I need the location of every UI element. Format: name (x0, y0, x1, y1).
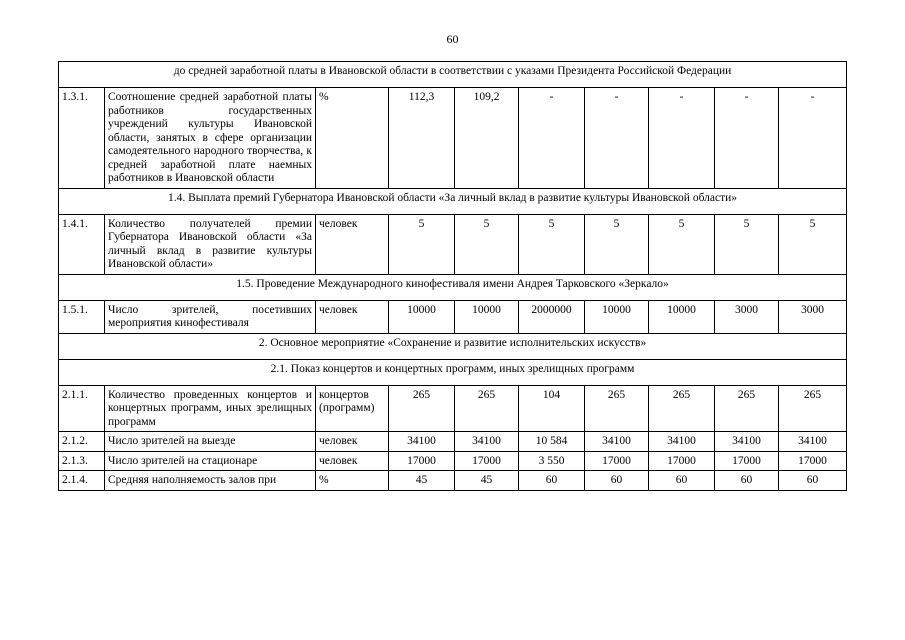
indicator-value: 265 (585, 385, 649, 432)
indicator-number: 2.1.2. (59, 432, 105, 452)
indicator-value: 5 (455, 214, 519, 274)
indicator-number: 1.4.1. (59, 214, 105, 274)
section-title: 2. Основное мероприятие «Сохранение и развитие исполнительских искусств» (59, 333, 847, 359)
indicator-row (59, 451, 847, 471)
section-header-row (59, 274, 847, 300)
indicator-value: 5 (649, 214, 715, 274)
indicator-value: 10000 (649, 300, 715, 333)
indicator-value: 265 (715, 385, 779, 432)
indicator-row (59, 88, 847, 189)
indicator-value: 60 (585, 471, 649, 491)
indicator-description: Соотношение средней заработной платы работников государственных учреждений культуры Ивановской области, занятых в сфере организации самодеятельного народного творчества, к средней заработной плате наемных работников в Ивановской области (105, 88, 316, 189)
indicator-value: - (779, 88, 847, 189)
indicator-value: 60 (649, 471, 715, 491)
indicator-value: 265 (455, 385, 519, 432)
indicator-value: 112,3 (389, 88, 455, 189)
indicator-unit: человек (316, 214, 389, 274)
section-title: до средней заработной платы в Ивановской области в соответствии с указами Президента Российской Федерации (59, 62, 847, 88)
section-header-row (59, 188, 847, 214)
section-title: 2.1. Показ концертов и концертных программ, иных зрелищных программ (59, 359, 847, 385)
indicator-value: - (519, 88, 585, 189)
indicator-description: Количество получателей премии Губернатора Ивановской области «За личный вклад в развитие культуры Ивановской области» (105, 214, 316, 274)
indicator-value: 10 584 (519, 432, 585, 452)
indicator-value: 5 (779, 214, 847, 274)
indicator-value: 34100 (649, 432, 715, 452)
indicator-description: Число зрителей, посетивших мероприятия кинофестиваля (105, 300, 316, 333)
indicator-row (59, 214, 847, 274)
indicator-unit: % (316, 88, 389, 189)
indicator-value: 34100 (715, 432, 779, 452)
table-body (59, 62, 847, 491)
indicator-value: 34100 (389, 432, 455, 452)
indicator-value: 109,2 (455, 88, 519, 189)
indicator-value: 45 (389, 471, 455, 491)
indicator-value: 17000 (649, 451, 715, 471)
indicator-value: 17000 (715, 451, 779, 471)
section-header-row (59, 62, 847, 88)
indicator-value: 17000 (585, 451, 649, 471)
indicator-value: 10000 (455, 300, 519, 333)
indicator-value: 265 (649, 385, 715, 432)
indicator-row (59, 300, 847, 333)
section-header-row (59, 333, 847, 359)
indicator-unit: % (316, 471, 389, 491)
page-number: 60 (446, 32, 459, 46)
indicator-value: 3 550 (519, 451, 585, 471)
indicator-unit: человек (316, 432, 389, 452)
indicator-value: 34100 (585, 432, 649, 452)
indicator-value: 60 (715, 471, 779, 491)
section-header-row (59, 359, 847, 385)
indicator-unit: концертов (программ) (316, 385, 389, 432)
indicator-row (59, 385, 847, 432)
indicator-value: 17000 (389, 451, 455, 471)
section-title: 1.4. Выплата премий Губернатора Ивановской области «За личный вклад в развитие культуры Ивановской области» (59, 188, 847, 214)
indicator-value: - (649, 88, 715, 189)
indicator-value: - (585, 88, 649, 189)
indicator-value: 34100 (455, 432, 519, 452)
indicator-value: 2000000 (519, 300, 585, 333)
indicator-unit: человек (316, 300, 389, 333)
indicator-description: Число зрителей на выезде (105, 432, 316, 452)
indicator-number: 1.5.1. (59, 300, 105, 333)
indicator-value: 10000 (389, 300, 455, 333)
indicator-value: 34100 (779, 432, 847, 452)
indicator-value: 60 (519, 471, 585, 491)
indicator-number: 1.3.1. (59, 88, 105, 189)
indicator-number: 2.1.4. (59, 471, 105, 491)
indicator-value: - (715, 88, 779, 189)
indicator-row (59, 471, 847, 491)
indicators-table (58, 61, 847, 491)
indicator-row (59, 432, 847, 452)
indicator-number: 2.1.3. (59, 451, 105, 471)
indicator-value: 5 (519, 214, 585, 274)
indicator-number: 2.1.1. (59, 385, 105, 432)
indicator-value: 3000 (715, 300, 779, 333)
section-title: 1.5. Проведение Международного кинофестиваля имени Андрея Тарковского «Зеркало» (59, 274, 847, 300)
indicator-value: 5 (715, 214, 779, 274)
indicator-unit: человек (316, 451, 389, 471)
indicator-value: 10000 (585, 300, 649, 333)
indicator-value: 5 (389, 214, 455, 274)
indicator-value: 265 (779, 385, 847, 432)
indicator-value: 5 (585, 214, 649, 274)
indicator-value: 45 (455, 471, 519, 491)
indicator-value: 3000 (779, 300, 847, 333)
indicator-value: 17000 (779, 451, 847, 471)
indicator-description: Средняя наполняемость залов при (105, 471, 316, 491)
indicator-value: 265 (389, 385, 455, 432)
indicator-description: Количество проведенных концертов и концертных программ, иных зрелищных программ (105, 385, 316, 432)
indicator-value: 60 (779, 471, 847, 491)
indicator-value: 17000 (455, 451, 519, 471)
indicator-description: Число зрителей на стационаре (105, 451, 316, 471)
indicator-value: 104 (519, 385, 585, 432)
